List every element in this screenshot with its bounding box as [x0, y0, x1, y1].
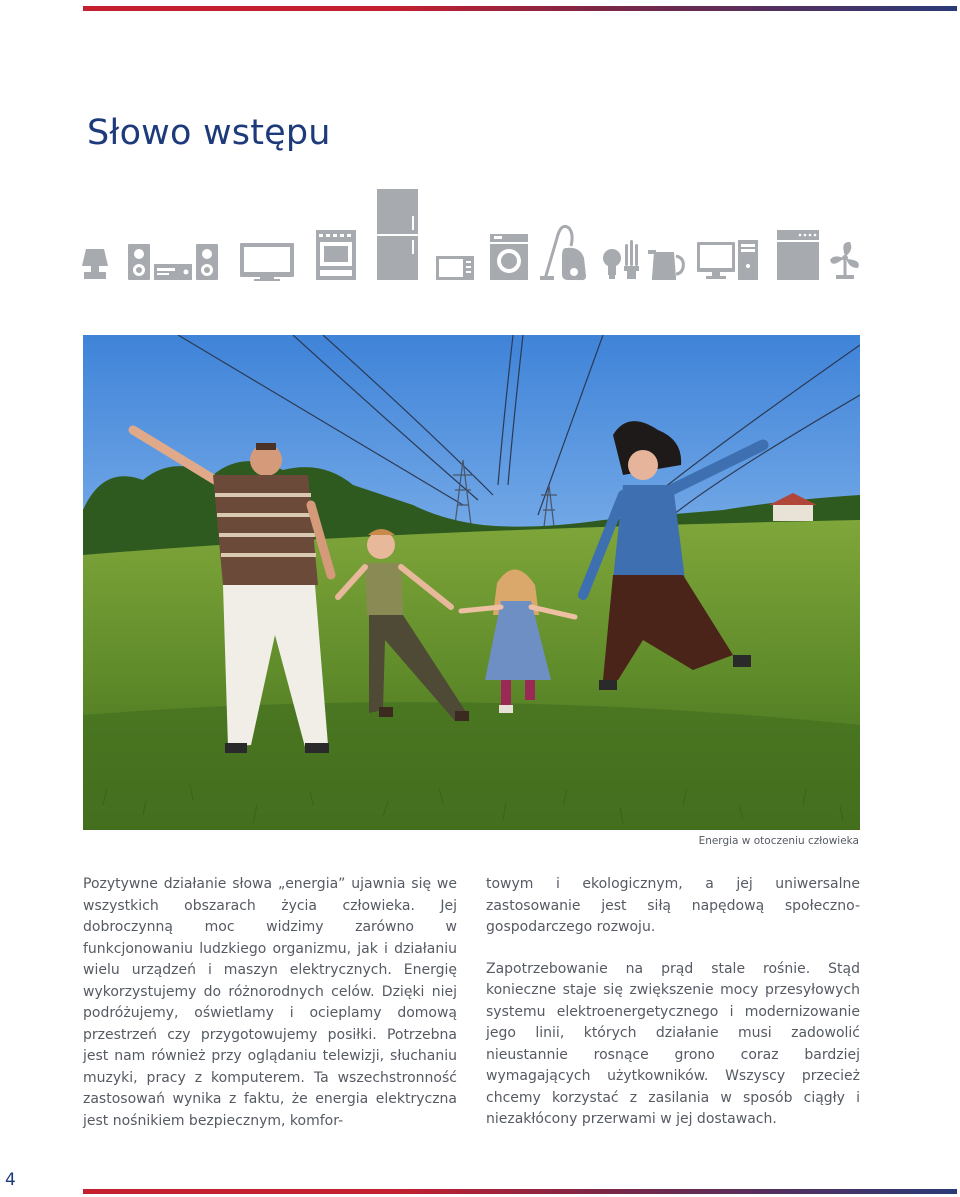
electric-kettle-icon: [648, 250, 683, 280]
photo-caption: Energia w otoczeniu człowieka: [698, 835, 859, 847]
stereo-receiver-icon: [154, 264, 192, 280]
fan-icon: [830, 242, 859, 279]
paragraph: Zapotrzebowanie na prąd stale rośnie. Stąd konieczne staje się zwiększenie mocy przesyłowych systemu elektroenergetycznego i modernizowanie jego linii, których działanie musi zadowolić nieustannie rosnące grono coraz bardziej wymagających użytkowników. Wszyscy przecież chcemy korzystać z zasilania w sposób ciągły i niezakłócony przerwami w jej dostawach.: [486, 960, 860, 1127]
flat-tv-icon: [240, 243, 294, 281]
table-lamp-icon: [82, 249, 108, 279]
dishwasher-icon: [777, 230, 819, 280]
refrigerator-icon: [377, 189, 418, 280]
body-text-right-column: [486, 874, 860, 1131]
paragraph: towym i ekologicznym, a jej uniwersalne zastosowanie jest siłą napędową społeczno-gospodarczego rozwoju.: [486, 876, 860, 935]
electric-stove-icon: [316, 230, 356, 280]
speaker-icon: [128, 244, 150, 280]
computer-tower-icon: [738, 240, 758, 280]
top-decorative-bar: [83, 6, 957, 11]
speaker-icon: [196, 244, 218, 280]
computer-monitor-icon: [697, 242, 735, 279]
light-bulb-icon: [603, 249, 621, 279]
appliance-icons-row: [80, 186, 870, 286]
bottom-decorative-bar: [83, 1189, 957, 1194]
microwave-icon: [436, 256, 474, 280]
family-jumping-photo: [83, 335, 860, 830]
energy-saving-bulb-icon: [624, 240, 639, 279]
body-text-left-column: [83, 874, 457, 1132]
washing-machine-icon: [490, 234, 528, 280]
vacuum-cleaner-icon: [540, 226, 586, 280]
page-number: 4: [5, 1170, 16, 1190]
paragraph: Pozytywne działanie słowa „energia” ujawnia się we wszystkich obszarach życia człowieka. Jej dobroczynną moc widzimy zarówno w funkcjonowaniu ludzkiego organizmu, jak i działaniu wielu urządzeń i maszyn elektrycznych. Energię wykorzystujemy do różnorodnych celów. Dzięki niej podróżujemy, oświetlamy i ocieplamy domową przestrzeń czy przygotowujemy posiłki. Potrzebna jest nam również przy oglądaniu telewizji, słuchaniu muzyki, pracy z komputerem. Ta wszechstronność zastosowań wynika z faktu, że energia elektryczna jest nośnikiem bezpiecznym, komfor-: [83, 876, 457, 1129]
page-title: Słowo wstępu: [87, 113, 331, 153]
